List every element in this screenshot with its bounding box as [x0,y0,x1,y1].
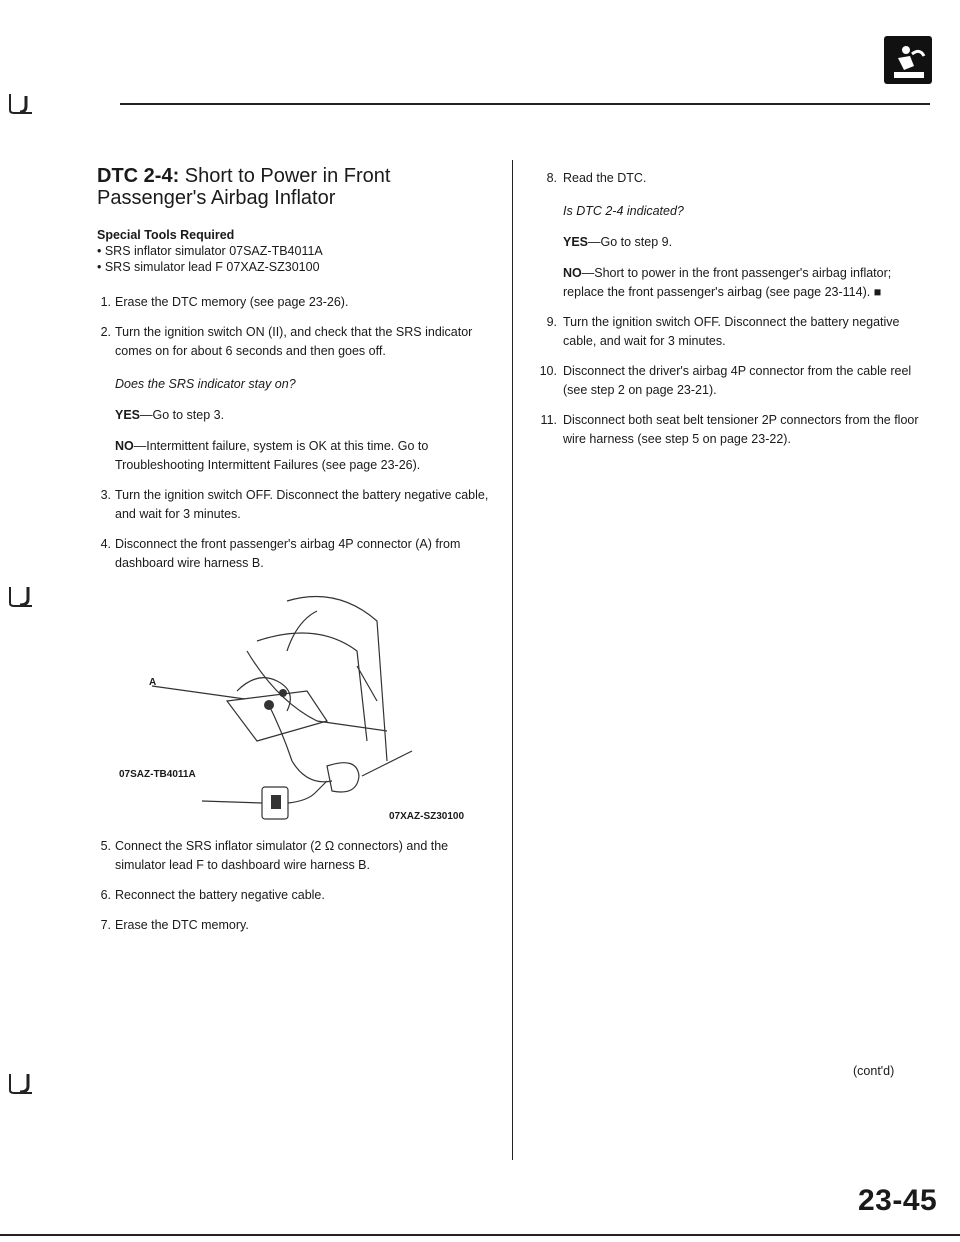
column-divider [512,160,513,1160]
step-number: 1. [100,295,111,309]
binder-hole-icon [8,1072,36,1094]
yes-answer [115,406,497,425]
step-number: 7. [100,918,111,932]
step-number: 5. [100,839,111,853]
step [97,323,497,475]
tool-item: • SRS simulator lead F 07XAZ-SZ30100 [97,260,320,274]
continued-label: (cont'd) [853,1064,895,1078]
question: Is DTC 2-4 indicated? [563,204,684,218]
step-number: 6. [100,888,111,902]
step-text: Turn the ignition switch OFF. Disconnect the battery negative cable, and wait for 3 minutes. [563,315,900,348]
step [537,169,922,302]
step [97,535,497,573]
yes-keyword: YES [563,235,589,249]
right-column [537,165,922,449]
binder-hole-icon [8,92,36,114]
yes-text: —Go to step 3. [140,408,225,422]
step-text: Turn the ignition switch ON (II), and check that the SRS indicator comes on for about 6 seconds and then goes off. [115,325,473,358]
no-text: —Intermittent failure, system is OK at this time. Go to Troubleshooting Intermittent Failures (see page 23-26). [115,439,429,472]
step [97,886,497,905]
callout-simulator: 07SAZ-TB4011A [119,769,196,780]
yes-text: —Go to step 9. [588,235,673,249]
step-text: Erase the DTC memory (see page 23-26). [115,295,349,309]
step-text: Reconnect the battery negative cable. [115,888,325,902]
connector-illustration [57,581,477,831]
step-number: 9. [546,315,557,329]
yes-answer [563,233,922,252]
step-text: Disconnect the front passenger's airbag 4P connector (A) from dashboard wire harness B. [115,537,461,570]
step-number: 8. [546,171,557,185]
section-title [97,165,497,209]
callout-lead: 07XAZ-SZ30100 [389,811,465,822]
step-number: 10. [539,364,557,378]
yes-keyword: YES [115,408,141,422]
no-text: —Short to power in the front passenger's airbag inflator; replace the front passenger's airbag (see page 23-114). ■ [563,266,892,299]
no-answer [115,437,497,475]
step-text: Turn the ignition switch OFF. Disconnect the battery negative cable, and wait for 3 minutes. [115,488,489,521]
step-text: Disconnect both seat belt tensioner 2P connectors from the floor wire harness (see step 5 on page 23-22). [563,413,919,446]
step-text: Connect the SRS inflator simulator (2 Ω connectors) and the simulator lead F to dashboard wire harness B. [115,839,449,872]
page-number: 23-45 [858,1184,938,1217]
callout-a: A [149,677,157,688]
tools-header: Special Tools Required [97,228,235,242]
step-number: 3. [100,488,111,502]
question: Does the SRS indicator stay on? [115,377,296,391]
tool-item: • SRS inflator simulator 07SAZ-TB4011A [97,244,323,258]
special-tools [97,227,497,275]
step-number: 4. [100,537,111,551]
dashboard-connector-drawing [57,581,477,831]
header-rule [120,103,930,105]
no-answer [563,264,922,302]
step [97,837,497,875]
step [537,362,922,400]
step-text: Erase the DTC memory. [115,918,249,932]
step-text: Disconnect the driver's airbag 4P connector from the cable reel (see step 2 on page 23-21). [563,364,912,397]
no-keyword: NO [115,439,134,453]
step [97,486,497,524]
step-number: 2. [100,325,111,339]
dtc-code: DTC 2-4: [97,165,180,187]
no-keyword: NO [563,266,582,280]
srs-airbag-icon [884,36,932,84]
step [537,411,922,449]
footer-rule [0,1234,960,1236]
step [537,313,922,351]
left-column [97,165,497,935]
step-number: 11. [540,413,557,427]
step [97,916,497,935]
step [97,293,497,312]
step-text: Read the DTC. [563,171,647,185]
binder-hole-icon [8,585,36,607]
dtc-title: Short to Power in Front Passenger's Airbag Inflator [97,165,391,209]
